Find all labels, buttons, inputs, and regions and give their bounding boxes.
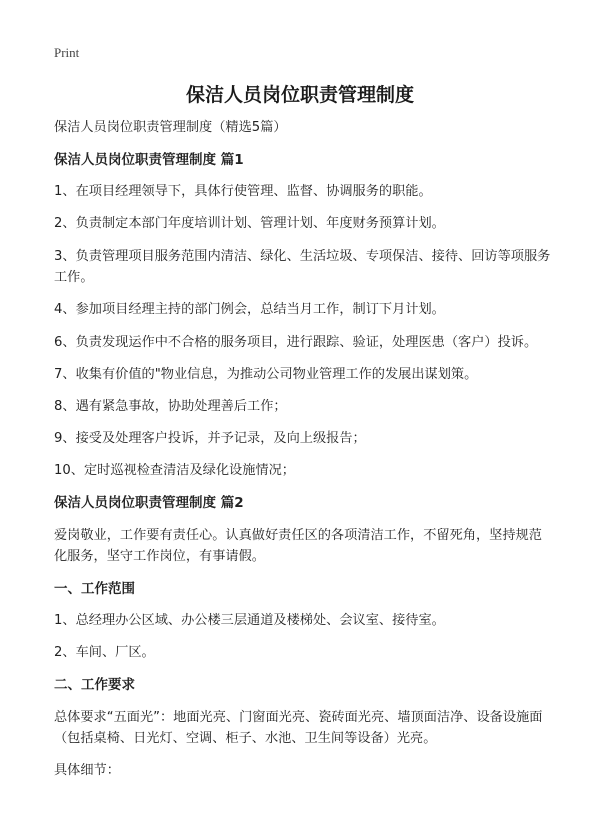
- list-item: 1、在项目经理领导下，具体行使管理、监督、协调服务的职能。: [54, 184, 432, 199]
- document-title: 保洁人员岗位职责管理制度: [185, 84, 414, 106]
- list-item: 7、收集有价值的"物业信息，为推动公司物业管理工作的发展出谋划策。: [54, 367, 478, 382]
- section-heading-1: 保洁人员岗位职责管理制度 篇1: [54, 152, 244, 168]
- details-label: 具体细节：: [54, 763, 120, 778]
- document-subtitle: 保洁人员岗位职责管理制度（精选5篇）: [54, 120, 287, 135]
- document-body: [54, 118, 554, 793]
- requirements-heading: 二、工作要求: [54, 677, 135, 693]
- scope-heading: 一、工作范围: [54, 581, 135, 597]
- list-item: 1、总经理办公区域、办公楼三层通道及楼梯处、会议室、接待室。: [54, 613, 445, 628]
- list-item: 2、负责制定本部门年度培训计划、管理计划、年度财务预算计划。: [54, 216, 445, 231]
- list-item: 3、负责管理项目服务范围内清洁、绿化、生活垃圾、专项保洁、接待、回访等项服务工作。: [54, 249, 551, 285]
- list-item: 9、接受及处理客户投诉，并予记录，及向上级报告；: [54, 431, 366, 446]
- general-requirements-paragraph: 总体要求“五面光”：地面光亮、门窗面光亮、瓷砖面光亮、墙顶面洁净、设备设施面（包括桌椅、日光灯、空调、柜子、水池、卫生间等设备）光亮。: [54, 710, 543, 746]
- list-item: 4、参加项目经理主持的部门例会，总结当月工作，制订下月计划。: [54, 302, 445, 317]
- print-label: Print: [54, 45, 80, 60]
- section-heading-2: 保洁人员岗位职责管理制度 篇2: [54, 495, 244, 511]
- list-item: 2、车间、厂区。: [54, 645, 155, 660]
- section-intro-paragraph: 爱岗敬业，工作要有责任心。认真做好责任区的各项清洁工作，不留死角，坚持规范化服务，坚守工作岗位，有事请假。: [54, 528, 542, 564]
- list-item: 10、定时巡视检查清洁及绿化设施情况；: [54, 463, 295, 478]
- list-item: 6、负责发现运作中不合格的服务项目，进行跟踪、验证，处理医患（客户）投诉。: [54, 335, 538, 350]
- list-item: 8、遇有紧急事故，协助处理善后工作；: [54, 399, 287, 414]
